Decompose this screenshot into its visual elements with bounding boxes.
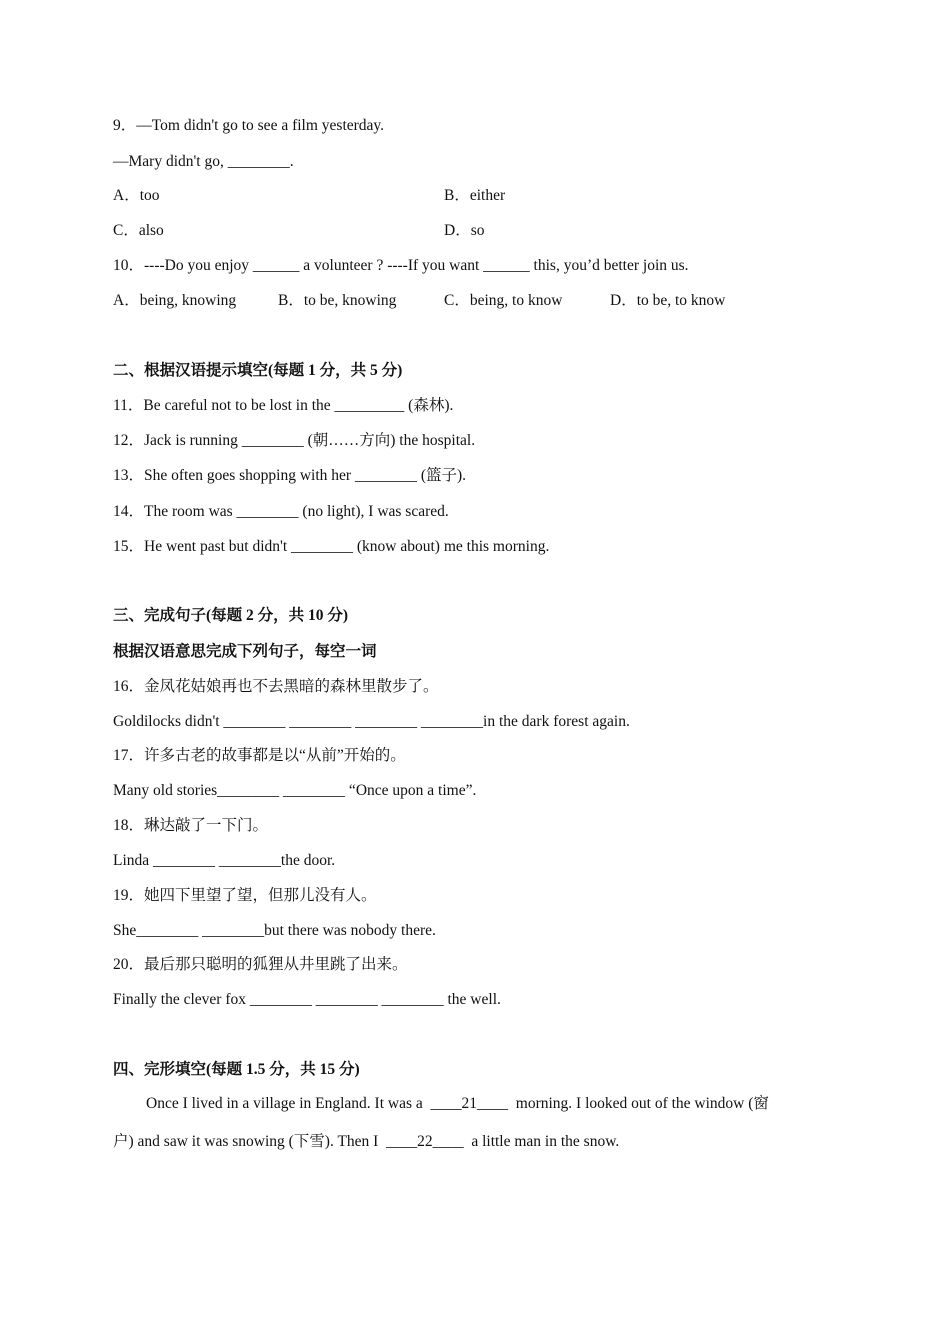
q10-option-a: A．being, knowing bbox=[113, 292, 237, 309]
cloze-blank-22: ____22____ bbox=[386, 1133, 464, 1150]
section3-item: 17．许多古老的故事都是以“从前”开始的。 bbox=[113, 747, 406, 764]
section3-item: Linda ________ ________the door. bbox=[113, 852, 336, 869]
q9-line2: —Mary didn't go, ________. bbox=[113, 153, 294, 170]
cloze-text: Once I lived in a village in England. It was a bbox=[146, 1095, 427, 1112]
section3-instruction: 根据汉语意思完成下列句子，每空一词 bbox=[113, 643, 377, 660]
section3-item: 18．琳达敲了一下门。 bbox=[113, 817, 269, 834]
section2-title: 二、根据汉语提示填空(每题 1 分，共 5 分) bbox=[113, 362, 403, 379]
section2-item: 11．Be careful not to be lost in the _________ (森林). bbox=[113, 397, 454, 414]
q9-option-d: D．so bbox=[444, 222, 485, 239]
q10-stem: 10．----Do you enjoy ______ a volunteer ? ----If you want ______ this, you’d better join us. bbox=[113, 257, 689, 274]
section3-item: Goldilocks didn't ________ ________ ________ ________in the dark forest again. bbox=[113, 713, 630, 730]
section3-item: 16．金凤花姑娘再也不去黑暗的森林里散步了。 bbox=[113, 678, 439, 695]
q9-option-b: B．either bbox=[444, 187, 506, 204]
section4-title: 四、完形填空(每题 1.5 分，共 15 分) bbox=[113, 1061, 360, 1078]
cloze-text: morning. I looked out of the window (窗 bbox=[511, 1095, 769, 1112]
section3-title: 三、完成句子(每题 2 分，共 10 分) bbox=[113, 607, 349, 624]
cloze-text: a little man in the snow. bbox=[467, 1133, 620, 1150]
section3-item: Finally the clever fox ________ ________ ________ the well. bbox=[113, 991, 501, 1008]
cloze-paragraph-line2 bbox=[113, 1132, 619, 1152]
q10-option-b: B．to be, knowing bbox=[278, 292, 397, 309]
section2-item: 14．The room was ________ (no light), I was scared. bbox=[113, 503, 449, 520]
section2-item: 15．He went past but didn't ________ (know about) me this morning. bbox=[113, 538, 550, 555]
cloze-blank-21: ____21____ bbox=[430, 1095, 509, 1112]
q10-option-c: C．being, to know bbox=[444, 292, 563, 309]
section2-item: 13．She often goes shopping with her ________ (篮子). bbox=[113, 467, 467, 484]
section3-item: 20．最后那只聪明的狐狸从井里跳了出来。 bbox=[113, 956, 408, 973]
cloze-text: 户) and saw it was snowing (下雪). Then I bbox=[113, 1133, 383, 1150]
q9-stem: 9．—Tom didn't go to see a film yesterday. bbox=[113, 117, 385, 134]
section3-item: She________ ________but there was nobody there. bbox=[113, 922, 436, 939]
q9-option-a: A．too bbox=[113, 187, 160, 204]
section3-item: 19．她四下里望了望，但那儿没有人。 bbox=[113, 887, 377, 904]
section3-item: Many old stories________ ________ “Once upon a time”. bbox=[113, 782, 477, 799]
q9-option-c: C．also bbox=[113, 222, 164, 239]
section2-item: 12．Jack is running ________ (朝……方向) the hospital. bbox=[113, 432, 476, 449]
cloze-paragraph-line1 bbox=[146, 1094, 769, 1114]
q10-option-d: D．to be, to know bbox=[610, 292, 726, 309]
